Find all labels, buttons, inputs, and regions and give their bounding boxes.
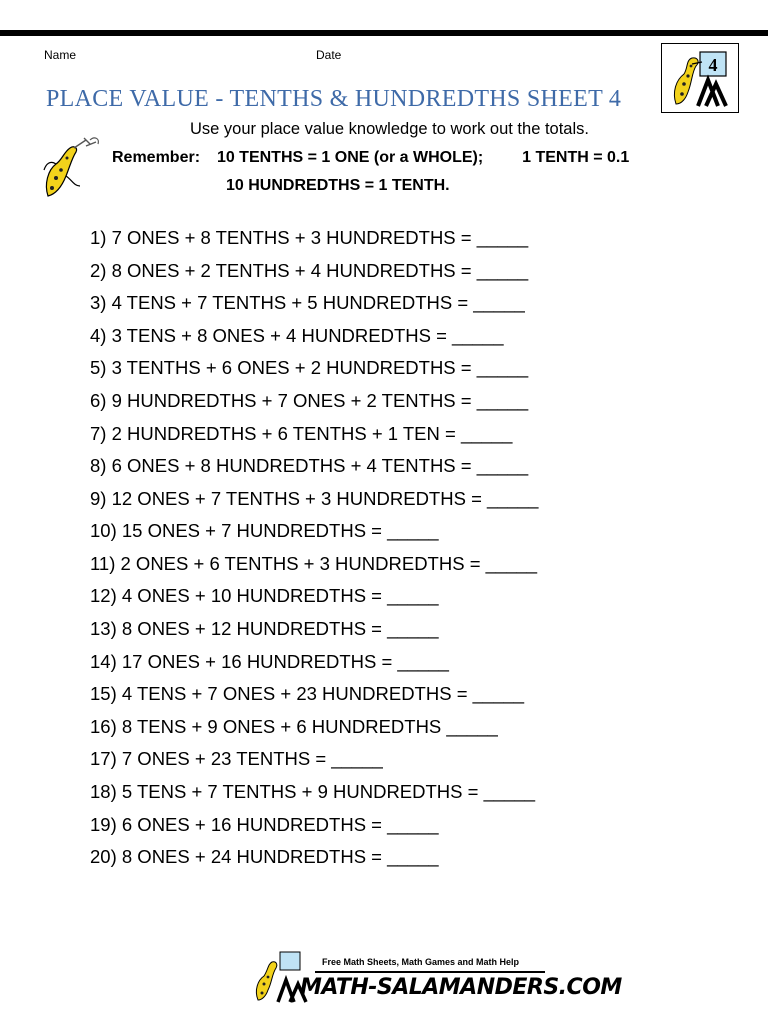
question-1: 1) 7 ONES + 8 TENTHS + 3 HUNDREDTHS = _____ xyxy=(90,227,529,248)
question-14: 14) 17 ONES + 16 HUNDREDTHS = _____ xyxy=(90,651,449,672)
question-20: 20) 8 ONES + 24 HUNDREDTHS = _____ xyxy=(90,846,439,867)
question-5: 5) 3 TENTHS + 6 ONES + 2 HUNDREDTHS = _____ xyxy=(90,357,529,378)
rule-tenths: 10 TENTHS = 1 ONE (or a WHOLE); xyxy=(216,149,484,166)
question-9: 9) 12 ONES + 7 TENTHS + 3 HUNDREDTHS = _____ xyxy=(90,488,539,509)
question-8: 8) 6 ONES + 8 HUNDREDTHS + 4 TENTHS = _____ xyxy=(90,455,529,476)
question-12: 12) 4 ONES + 10 HUNDREDTHS = _____ xyxy=(90,585,439,606)
remember-line xyxy=(112,149,629,167)
salamander-logo-icon xyxy=(662,44,737,111)
instructions-intro: Use your place value knowledge to work out the totals. xyxy=(190,120,589,138)
question-19: 19) 6 ONES + 16 HUNDREDTHS = _____ xyxy=(90,814,439,835)
badge-number: 4 xyxy=(708,55,718,75)
salamander-icon xyxy=(40,134,110,200)
question-17: 17) 7 ONES + 23 TENTHS = _____ xyxy=(90,748,383,769)
question-7: 7) 2 HUNDREDTHS + 6 TENTHS + 1 TEN = _____ xyxy=(90,423,513,444)
question-6: 6) 9 HUNDREDTHS + 7 ONES + 2 TENTHS = _____ xyxy=(90,390,529,411)
question-13: 13) 8 ONES + 12 HUNDREDTHS = _____ xyxy=(90,618,439,639)
rule-hundredths: 10 HUNDREDTHS = 1 TENTH. xyxy=(226,177,450,194)
question-4: 4) 3 TENS + 8 ONES + 4 HUNDREDTHS = _____ xyxy=(90,325,504,346)
top-rule xyxy=(0,30,768,36)
question-10: 10) 15 ONES + 7 HUNDREDTHS = _____ xyxy=(90,520,439,541)
question-3: 3) 4 TENS + 7 TENTHS + 5 HUNDREDTHS = _____ xyxy=(90,292,525,313)
question-16: 16) 8 TENS + 9 ONES + 6 HUNDREDTHS _____ xyxy=(90,716,498,737)
footer-rule xyxy=(315,971,545,973)
question-15: 15) 4 TENS + 7 ONES + 23 HUNDREDTHS = _____ xyxy=(90,683,525,704)
question-18: 18) 5 TENS + 7 TENTHS + 9 HUNDREDTHS = _____ xyxy=(90,781,536,802)
footer-site-name: MATH-SALAMANDERS.COM xyxy=(300,975,622,1000)
grade-badge xyxy=(661,43,739,113)
question-11: 11) 2 ONES + 6 TENTHS + 3 HUNDREDTHS = _____ xyxy=(90,553,538,574)
footer-tagline: Free Math Sheets, Math Games and Math Help xyxy=(322,957,520,967)
rule-one-tenth: 1 TENTH = 0.1 xyxy=(522,149,630,166)
date-label: Date xyxy=(316,48,342,62)
page-title: PLACE VALUE - TENTHS & HUNDREDTHS SHEET 4 xyxy=(46,86,622,112)
question-2: 2) 8 ONES + 2 TENTHS + 4 HUNDREDTHS = _____ xyxy=(90,260,529,281)
remember-label: Remember: xyxy=(112,149,201,166)
name-label: Name xyxy=(44,48,77,62)
